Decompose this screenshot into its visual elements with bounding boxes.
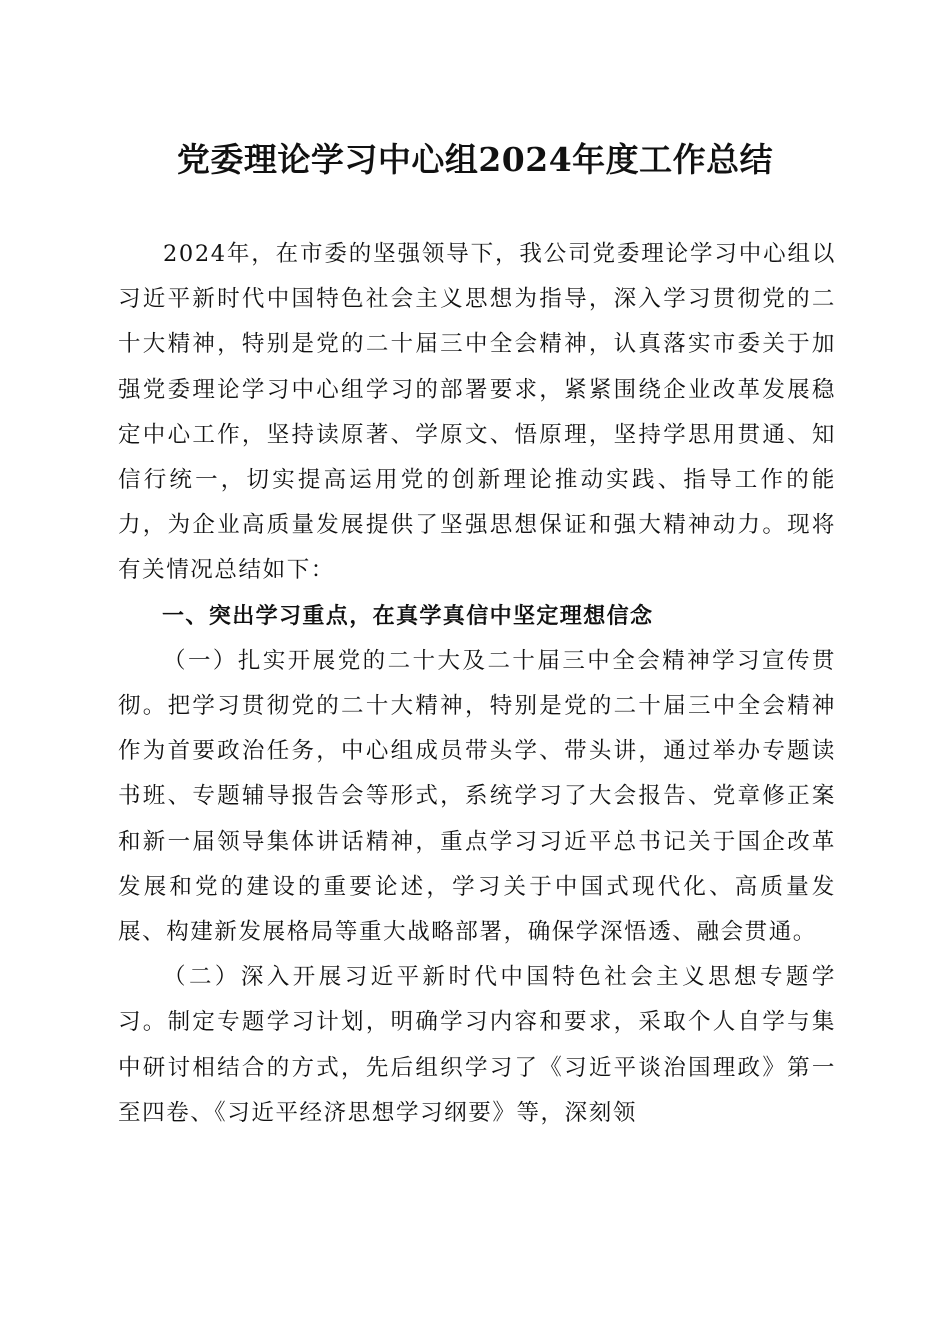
intro-paragraph: 2024年，在市委的坚强领导下，我公司党委理论学习中心组以习近平新时代中国特色社会主义思想为指导，深入学习贯彻党的二十大精神，特别是党的二十届三中全会精神，认真落实市委关于加强党委理论学习中心组学习的部署要求，紧紧围绕企业改革发展稳定中心工作，坚持读原著、学原文、悟原理，坚持学思用贯通、知信行统一，切实提高运用党的创新理论推动实践、指导工作的能力，为企业高质量发展提供了坚强思想保证和强大精神动力。现将有关情况总结如下： <box>118 241 836 584</box>
item-text: 制定专题学习计划，明确学习内容和要求，采取个人自学与集中研讨相结合的方式，先后组织学习了《习近平谈治国理政》第一至四卷、《习近平经济思想学习纲要》等，深刻领 <box>118 1009 837 1126</box>
item-lead: （二）深入开展习近平新时代中国特色社会主义思想专题学习。 <box>118 964 836 1036</box>
document-title: 党委理论学习中心组2024年度工作总结 <box>176 140 774 179</box>
section-heading: 一、突出学习重点，在真学真信中坚定理想信念 <box>162 603 654 629</box>
section-item-2 <box>118 955 836 1136</box>
section-item-1 <box>118 639 836 955</box>
item-text: 把学习贯彻党的二十大精神，特别是党的二十届三中全会精神作为首要政治任务，中心组成员带头学、带头讲，通过举办专题读书班、专题辅导报告会等形式，系统学习了大会报告、党章修正案和新一届领导集体讲话精神，重点学习习近平总书记关于国企改革发展和党的建设的重要论述，学习关于中国式现代化、高质量发展、构建新发展格局等重大战略部署，确保学深悟透、融会贯通。 <box>118 693 837 946</box>
document-body <box>118 232 836 1136</box>
item-lead: （一）扎实开展党的二十大及二十届三中全会精神学习宣传贯彻。 <box>118 647 836 720</box>
